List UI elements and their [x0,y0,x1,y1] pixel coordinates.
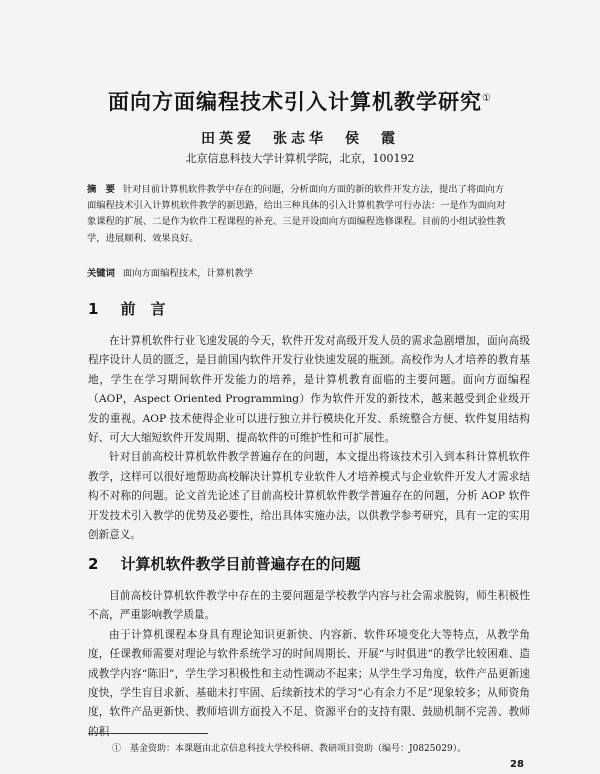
paper-affiliation: 北京信息科技大学计算机学院，北京，100192 [185,152,415,165]
keywords-block [87,265,512,279]
section-2-paragraph-2: 由于计算机课程本身具有理论知识更新快、内容新、软件环境变化大等特点，从教学角度，任课教师需要对理论与软件系统学习的时间周期长、开展“与时俱进”的教学比较困难、造成教学内容“陈旧”，学生学习积极性和主动性调动不起来；从学生学习角度，软件产品更新速度快，学生盲目求新、基础未打牢固、后续新技术的学习“心有余力不足”现象较多；从师资角度，软件产品更新快、教师培训方面投入不足、资源平台的支持有限、鼓励机制不完善、教师的积 [88,628,530,738]
abstract-block [87,182,512,247]
section-1-title: 前 言 [120,300,166,318]
title-footnote-mark: ① [482,93,492,104]
section-1-paragraph-1: 在计算机软件行业飞速发展的今天，软件开发对高级开发人员的需求急剧增加，面向高级程序设计人员的匮乏，是目前国内软件开发行业快速发展的瓶颈。高校作为人才培养的教育基地，学生在学习期间软件开发能力的培养，是计算机教育面临的主要问题。面向方面编程（AOP，Aspect Oriented Programming）作为软件开发的新技术，越来越受到企业级开发的重视。AOP 技术使得企业可以进行独立并行模块化开发、系统整合方便、软件复用结构好、可大大缩短软件开发周期、提高软件的可维护性和可扩展性。 [88,335,530,445]
paper-authors: 田英爱 张志华 侯 霞 [201,131,399,147]
section-2-paragraph-1: 目前高校计算机软件教学中存在的主要问题是学校教学内容与社会需求脱钩，师生积极性不高，严重影响教学质量。 [88,590,530,622]
section-2-number: 2 [88,555,99,573]
page-number: 28 [510,759,524,770]
section-1-number: 1 [88,300,99,318]
paper-title-text: 面向方面编程技术引入计算机教学研究 [108,90,483,114]
section-2-heading [88,553,360,574]
keywords-label: 关键词 [87,268,115,279]
abstract-label: 摘 要 [87,184,115,195]
section-2-body [88,587,530,742]
footnote: ① 基金资助：本课题由北京信息科技大学校科研、教研项目资助（编号：J0825029）。 [112,744,467,754]
footnote-divider [88,733,208,734]
section-1-heading [88,298,165,319]
keywords-text: 面向方面编程技术，计算机教学 [122,268,254,279]
section-2-title: 计算机软件教学目前普遍存在的问题 [120,555,361,573]
paper-title [0,86,600,116]
section-1-body [88,332,530,545]
section-1-paragraph-2: 针对目前高校计算机软件教学普遍存在的问题，本文提出将该技术引入到本科计算机软件教学，这样可以很好地帮助高校解决计算机专业软件人才培养模式与企业软件开发人才需求结构不对称的问题。论文首先论述了目前高校计算机软件教学普遍存在的问题，分析 AOP 软件开发技术引入教学的优势及必要性，给出具体实施办法，以供教学参考研究，具有一定的实用创新意义。 [88,451,530,542]
abstract-text: 针对目前计算机软件教学中存在的问题，分析面向方面的新的软件开发方法，提出了将面向方面编程技术引入计算机软件教学的新思路，给出三种具体的引入计算机教学可行办法：一是作为面向对象课程的扩展、二是作为软件工程课程的补充、三是开设面向方面编程选修课程。目前的小组试验性教学，进展顺利、效果良好。 [87,184,506,244]
